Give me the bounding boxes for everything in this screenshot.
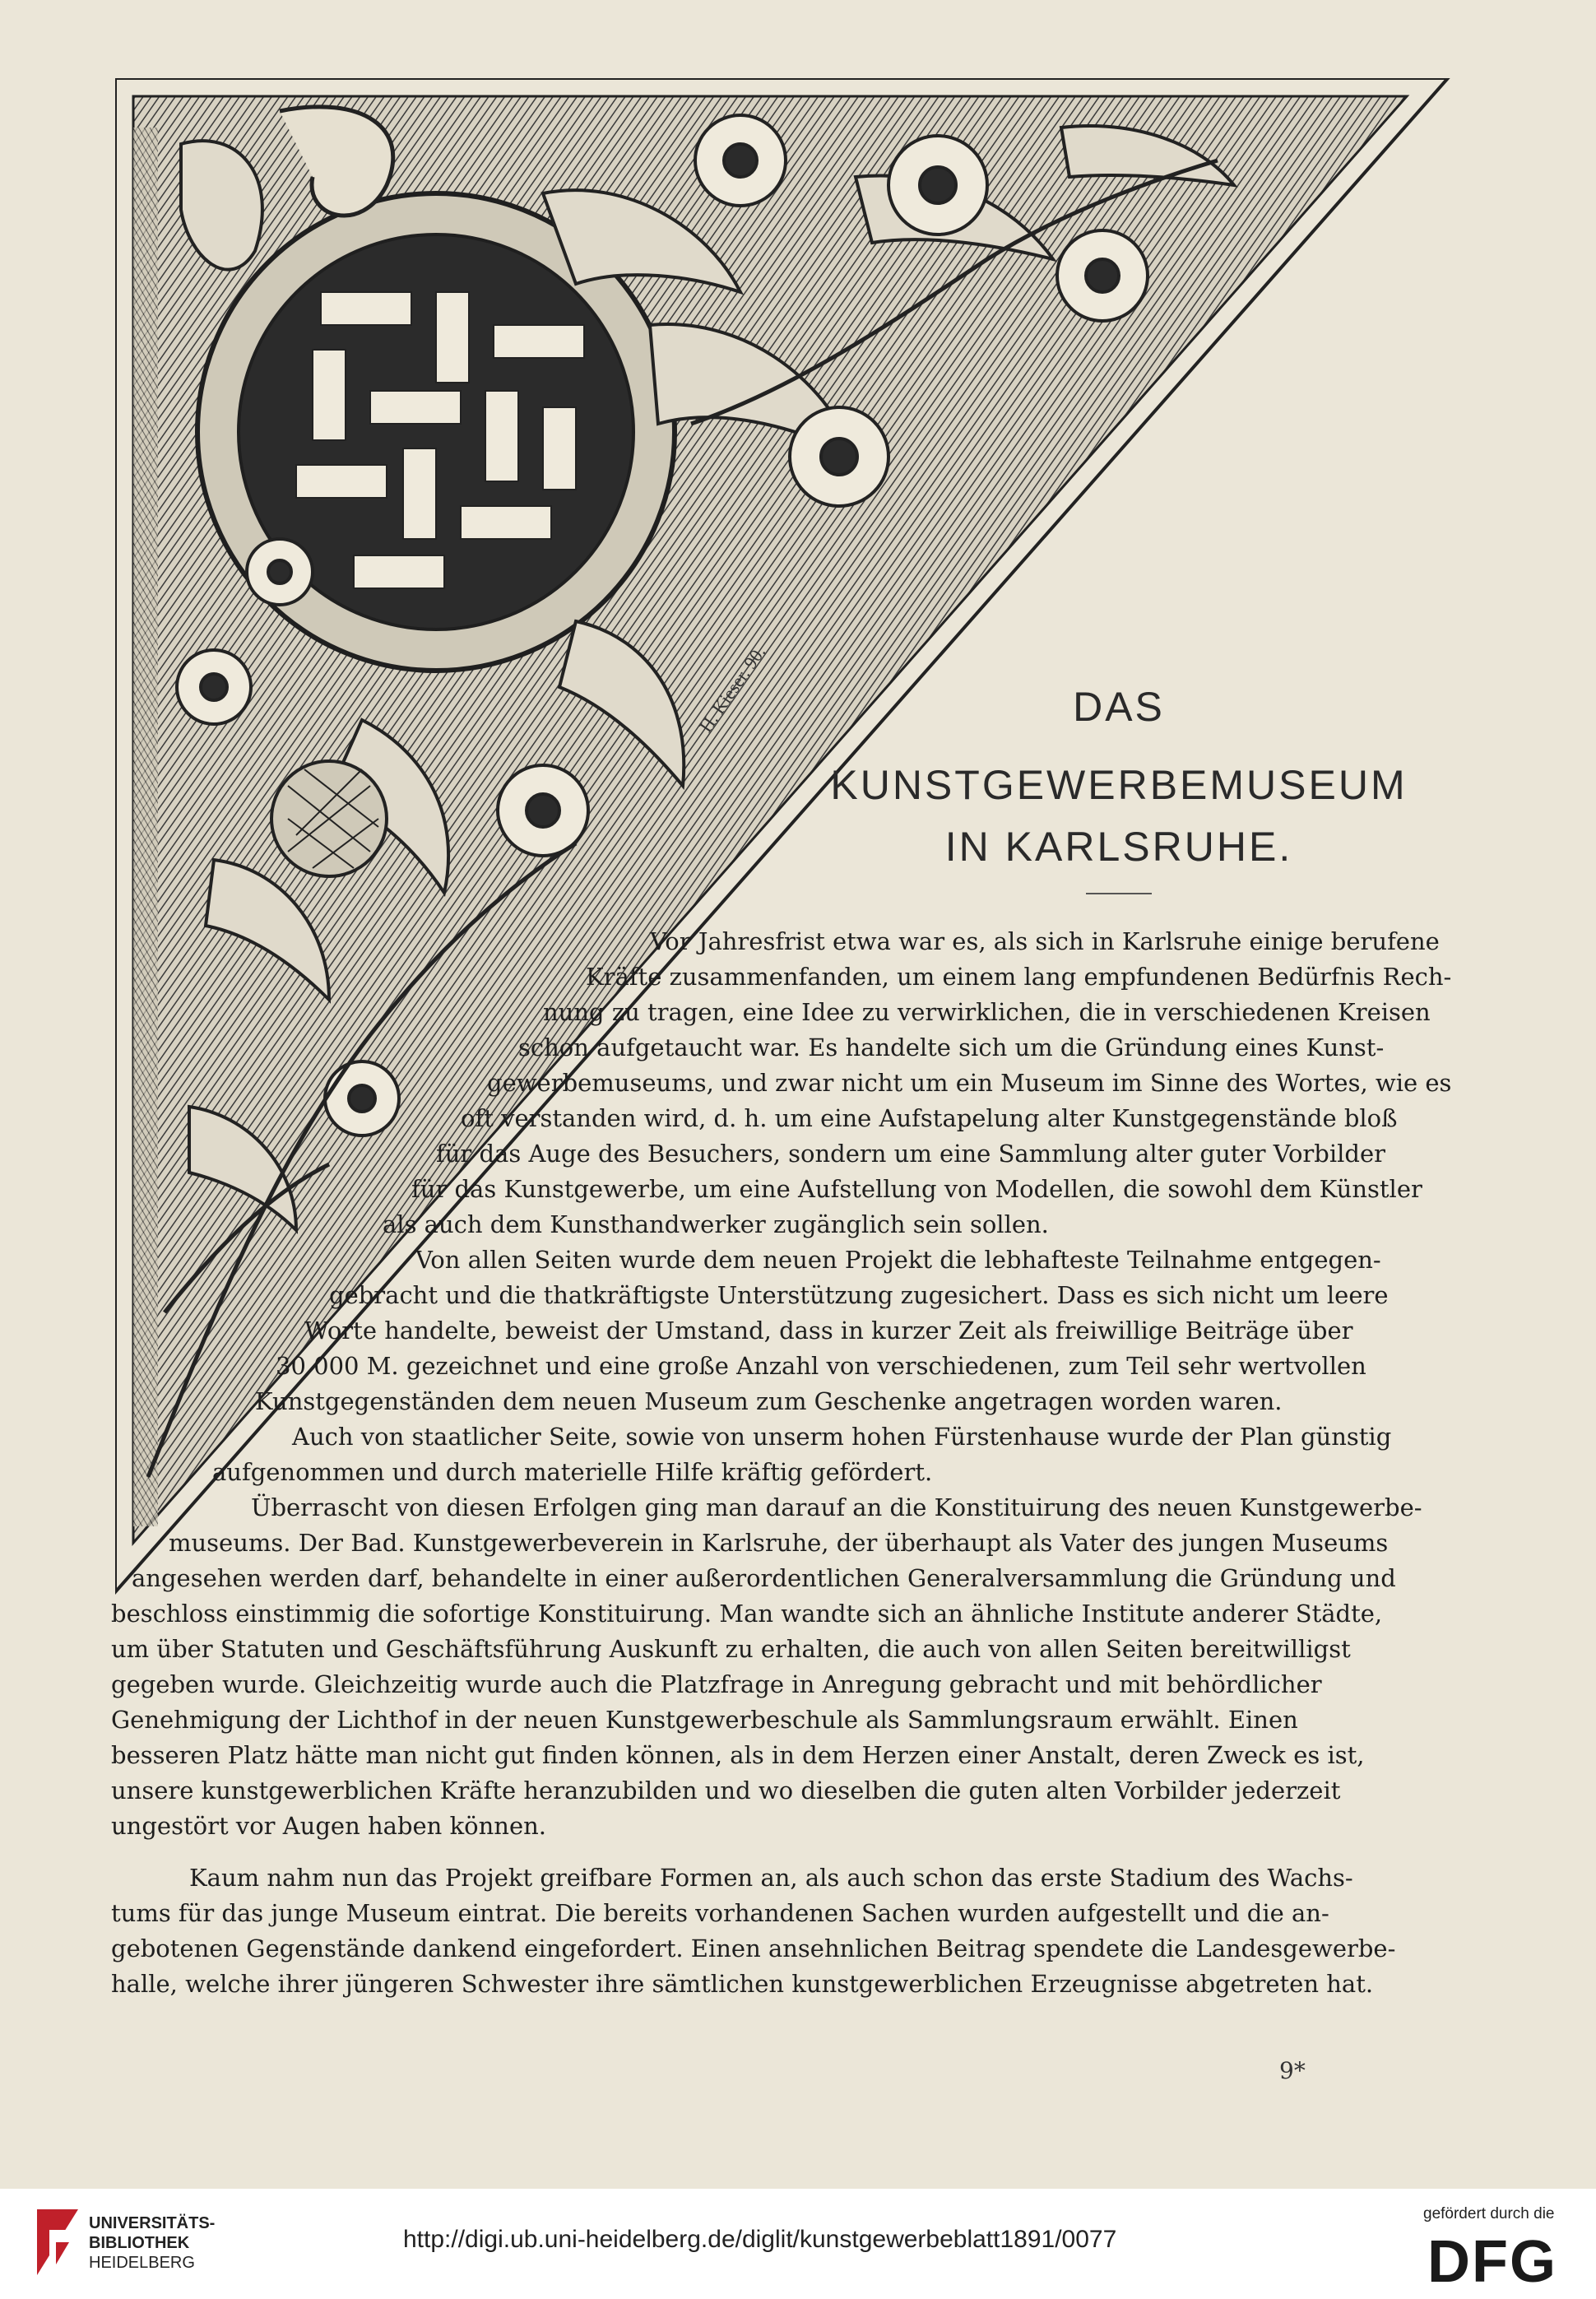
body-line: gebracht und die thatkräftigste Unterstützung zugesichert. Dass es sich nicht um leere bbox=[329, 1281, 1389, 1309]
university-library-logo-icon bbox=[33, 2205, 82, 2279]
title-divider bbox=[1086, 893, 1152, 894]
body-line: 30 000 M. gezeichnet und eine große Anzahl von verschiedenen, zum Teil sehr wertvollen bbox=[276, 1352, 1366, 1380]
page-number: 9* bbox=[1279, 2057, 1306, 2084]
body-line: oft verstanden wird, d. h. um eine Aufstapelung alter Kunstgegenstände bloß bbox=[461, 1104, 1398, 1132]
body-line: Kräfte zusammenfanden, um einem lang empfundenen Bedürfnis Rech- bbox=[586, 963, 1452, 991]
body-line: unsere kunstgewerblichen Kräfte heranzubilden und wo dieselben die guten alten Vorbilder jederzeit bbox=[111, 1776, 1341, 1804]
article-title-line-2: KUNSTGEWERBEMUSEUM bbox=[830, 762, 1408, 808]
article-title-line-3: IN KARLSRUHE. bbox=[944, 824, 1293, 870]
source-url-link[interactable]: http://digi.ub.uni-heidelberg.de/diglit/kunstgewerbeblatt1891/0077 bbox=[403, 2226, 1117, 2253]
body-line: beschloss einstimmig die sofortige Konstituirung. Man wandte sich an ähnliche Institute anderer Städte, bbox=[111, 1600, 1383, 1628]
library-name-line-2: BIBLIOTHEK bbox=[89, 2234, 190, 2252]
library-name bbox=[89, 2213, 215, 2273]
dfg-caption: gefördert durch die bbox=[1423, 2205, 1555, 2222]
body-line: museums. Der Bad. Kunstgewerbeverein in Karlsruhe, der überhaupt als Vater des jungen Museums bbox=[169, 1529, 1389, 1557]
body-line: Auch von staatlicher Seite, sowie von unserm hohen Fürstenhause wurde der Plan günstig bbox=[292, 1423, 1392, 1451]
body-line: Kaum nahm nun das Projekt greifbare Formen an, als auch schon das erste Stadium des Wachs- bbox=[189, 1864, 1353, 1892]
body-line: nung zu tragen, eine Idee zu verwirklichen, die in verschiedenen Kreisen bbox=[543, 998, 1431, 1026]
body-line: halle, welche ihrer jüngeren Schwester ihre sämtlichen kunstgewerblichen Erzeugnisse abgetreten hat. bbox=[111, 1970, 1374, 1998]
body-line: aufgenommen und durch materielle Hilfe kräftig gefördert. bbox=[212, 1458, 933, 1486]
body-line: Vor Jahresfrist etwa war es, als sich in Karlsruhe einige berufene bbox=[650, 927, 1440, 955]
body-line: Genehmigung der Lichthof in der neuen Kunstgewerbeschule als Sammlungsraum erwählt. Einen bbox=[111, 1706, 1298, 1734]
body-line: als auch dem Kunsthandwerker zugänglich sein sollen. bbox=[383, 1210, 1049, 1238]
artist-signature: H. Kieser. 90. bbox=[695, 642, 770, 736]
body-line: besseren Platz hätte man nicht gut finden können, als in dem Herzen einer Anstalt, deren Zweck es ist, bbox=[111, 1741, 1365, 1769]
body-line: Überrascht von diesen Erfolgen ging man darauf an die Konstituirung des neuen Kunstgewerbe- bbox=[251, 1493, 1422, 1521]
body-line: Worte handelte, beweist der Umstand, dass in kurzer Zeit als freiwillige Beiträge über bbox=[304, 1317, 1353, 1345]
body-line: gewerbemuseums, und zwar nicht um ein Museum im Sinne des Wortes, wie es bbox=[487, 1069, 1452, 1097]
library-name-line-1: UNIVERSITÄTS- bbox=[89, 2214, 216, 2232]
body-line: tums für das junge Museum eintrat. Die bereits vorhandenen Sachen wurden aufgestellt und die an- bbox=[111, 1899, 1329, 1927]
body-line: gebotenen Gegenstände dankend eingefordert. Einen ansehnlichen Beitrag spendete die Landesgewerbe- bbox=[111, 1934, 1396, 1962]
body-line: Von allen Seiten wurde dem neuen Projekt die lebhafteste Teilnahme entgegen- bbox=[415, 1246, 1381, 1274]
body-line: Kunstgegenständen dem neuen Museum zum Geschenke angetragen worden waren. bbox=[255, 1387, 1283, 1415]
dfg-logo: DFG bbox=[1427, 2229, 1557, 2295]
body-line: ungestört vor Augen haben können. bbox=[111, 1812, 547, 1840]
body-line: um über Statuten und Geschäftsführung Auskunft zu erhalten, die auch von allen Seiten bereitwilligst bbox=[111, 1635, 1351, 1663]
library-name-line-3: HEIDELBERG bbox=[89, 2254, 195, 2272]
body-line: für das Kunstgewerbe, um eine Aufstellung von Modellen, die sowohl dem Künstler bbox=[411, 1175, 1422, 1203]
article-title-line-1: DAS bbox=[1073, 684, 1165, 730]
body-line: gegeben wurde. Gleichzeitig wurde auch die Platzfrage in Anregung gebracht und mit behördlicher bbox=[111, 1670, 1322, 1698]
body-line: angesehen werden darf, behandelte in einer außerordentlichen Generalversammlung die Gründung und bbox=[132, 1564, 1396, 1592]
body-line: für das Auge des Besuchers, sondern um eine Sammlung alter guter Vorbilder bbox=[436, 1140, 1385, 1168]
body-line: schon aufgetaucht war. Es handelte sich um die Gründung eines Kunst- bbox=[518, 1033, 1385, 1061]
